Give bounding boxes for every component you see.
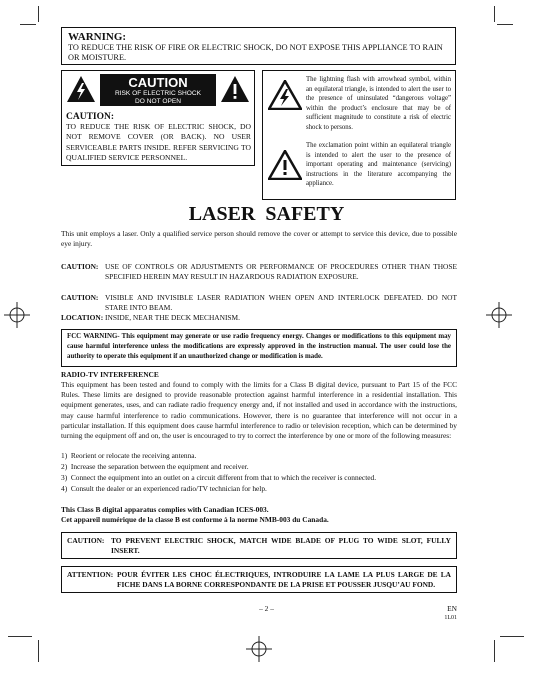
warning-text: TO REDUCE THE RISK OF FIRE OR ELECTRIC SHOCK, DO NOT EXPOSE THIS APPLIANCE TO RAIN OR MOISTURE. [68, 43, 443, 62]
radio-tv-measure-4: 4) Consult the dealer or an experienced radio/TV technician for help. [61, 484, 267, 493]
crop-mark [494, 6, 495, 22]
plug-caution-text: TO PREVENT ELECTRIC SHOCK, MATCH WIDE BLADE OF PLUG TO WIDE SLOT, FULLY INSERT. [111, 536, 451, 556]
caution-banner [100, 74, 216, 106]
canada-line-2: Cet appareil numérique de la classe B est conforme à la norme NMB-003 du Canada. [61, 515, 329, 524]
caution-banner-line1: RISK OF ELECTRIC SHOCK [114, 90, 202, 97]
crop-mark [38, 6, 39, 22]
plug-attention-row [67, 570, 451, 590]
crop-mark [497, 24, 513, 25]
warning-box [61, 27, 456, 65]
page-number: – 2 – [259, 604, 274, 613]
caution-box-text: TO REDUCE THE RISK OF ELECTRIC SHOCK, DO NOT REMOVE COVER (OR BACK). NO USER SERVICEABLE PARTS INSIDE. REFER SERVICING TO QUALIFIED SERVICE PERSONNEL. [66, 122, 251, 163]
fcc-warning-box [61, 329, 457, 367]
plug-caution-label: CAUTION: [67, 536, 105, 545]
registration-mark-icon [246, 636, 272, 662]
plug-attention-text: POUR ÉVITER LES CHOC ÉLECTRIQUES, INTRODUIRE LA LAME LA PLUS LARGE DE LA FICHE DANS LA BORNE CORRESPONDANTE DE LA PRISE ET POUSSER JUSQU’AU FOND. [117, 570, 451, 590]
radio-tv-measure-1: 1) Reorient or relocate the receiving antenna. [61, 451, 197, 460]
radio-tv-measure-2: 2) Increase the separation between the equipment and receiver. [61, 462, 249, 471]
crop-mark [38, 640, 39, 662]
registration-mark-icon [486, 302, 512, 328]
plug-caution-box [61, 532, 457, 559]
document-code: 1L01 [444, 615, 457, 621]
lightning-warning-icon [66, 75, 96, 103]
exclamation-symbol-text: The exclamation point within an equilateral triangle is intended to alert the user to the presence of important operating and maintenance (servicing) instructions in the literature accompanying the appliance. [306, 142, 451, 188]
fcc-warning-text: FCC WARNING- This equipment may generate or use radio frequency energy. Changes or modifications to this equipment may cause harmful interference unless the modifications are expressly approved in the instruction manual. The user could lose the authority to operate this equipment if an unauthorized change or modification is made. [67, 333, 451, 361]
laser-caution-2-label: CAUTION: [61, 293, 99, 302]
caution-box-title: CAUTION: [66, 112, 115, 122]
laser-location [61, 313, 457, 323]
plug-caution-row [67, 536, 451, 556]
laser-location-text: INSIDE, NEAR THE DECK MECHANISM. [105, 313, 240, 322]
laser-intro: This unit employs a laser. Only a qualified service person should remove the cover or attempt to service this device, due to possible eye injury. [61, 229, 457, 249]
registration-mark-icon [4, 302, 30, 328]
radio-tv-paragraph: This equipment has been tested and found to comply with the limits for a Class B digital device, pursuant to Part 15 of the FCC Rules. These limits are designed to provide reasonable protection against harmful interference in a residential installation. This equipment generates, uses, and can radiate radio frequency energy and, if not installed and used in accordance with the instructions, may cause harmful interference to radio communications. However, there is no guarantee that interference will not occur in a particular installation. If this equipment does cause harmful interference to radio or television reception, which can be determined by turning the equipment off and on, the user is encouraged to try to correct the interference by one or more of the following measures: [61, 380, 457, 441]
radio-tv-measure-3: 3) Connect the equipment into an outlet on a circuit different from that to which the receiver is connected. [61, 473, 377, 482]
crop-mark [500, 636, 524, 637]
laser-caution-1-text: USE OF CONTROLS OR ADJUSTMENTS OR PERFORMANCE OF PROCEDURES OTHER THAN THOSE SPECIFIED HEREIN MAY RESULT IN HAZARDOUS RADIATION EXPOSURE. [105, 262, 457, 282]
laser-caution-1 [61, 262, 457, 282]
laser-caution-2-text: VISIBLE AND INVISIBLE LASER RADIATION WHEN OPEN AND INTERLOCK DEFEATED. DO NOT STARE INTO BEAM. [105, 293, 457, 313]
lightning-symbol-text: The lightning flash with arrowhead symbol, within an equilateral triangle, is intended to alert the user to the presence of uninsulated “dangerous voltage” within the product’s enclosure that may be of sufficient magnitude to constitute a risk of electric shock to persons. [306, 76, 451, 131]
laser-safety-title: LASER SAFETY [188, 203, 345, 225]
canada-line-1: This Class B digital apparatus complies with Canadian ICES-003. [61, 505, 269, 514]
radio-tv-heading: RADIO-TV INTERFERENCE [61, 370, 159, 379]
laser-location-label: LOCATION: [61, 313, 104, 322]
lightning-warning-icon [268, 80, 302, 110]
crop-mark [494, 640, 495, 662]
language-code: EN [447, 604, 457, 613]
warning-title: WARNING: [68, 31, 127, 43]
laser-caution-2 [61, 293, 457, 313]
plug-attention-label: ATTENTION: [67, 570, 114, 579]
laser-caution-1-label: CAUTION: [61, 262, 99, 271]
crop-mark [20, 24, 36, 25]
caution-banner-line2: DO NOT OPEN [134, 98, 182, 105]
crop-mark [8, 636, 32, 637]
plug-attention-box [61, 566, 457, 593]
exclamation-warning-icon [268, 150, 302, 180]
exclamation-warning-icon [220, 75, 250, 103]
caution-banner-title: CAUTION [128, 75, 188, 90]
